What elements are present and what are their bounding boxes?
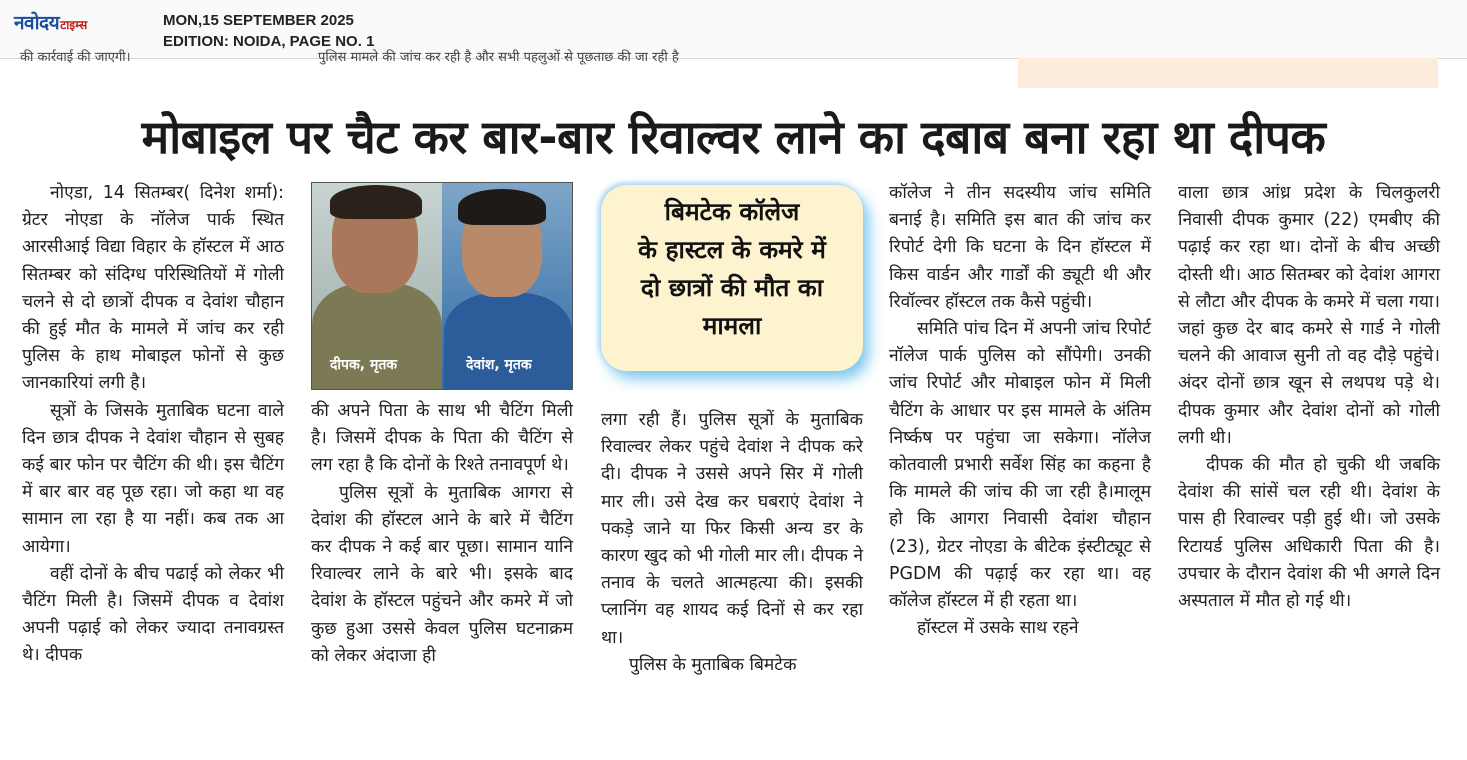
previous-article-strip-mid [318, 50, 798, 67]
previous-article-text-mid: पुलिस मामले की जांच कर रही है और सभी पहलुओं से पूछताछ की जा रही है [318, 50, 679, 65]
callout-line: दो छात्रों की मौत का [640, 273, 824, 302]
edition-page: EDITION: NOIDA, PAGE NO. 1 [163, 33, 375, 50]
article-headline: मोबाइल पर चैट कर बार-बार रिवाल्वर लाने का दबाब बना रहा था दीपक [141, 110, 1326, 164]
photo-caption-right: देवांश, मृतक [466, 357, 532, 373]
paragraph: हॉस्टल में उसके साथ रहने [917, 618, 1079, 639]
paragraph: सूत्रों के जिसके मुताबिक घटना वाले दिन छात्र दीपक ने देवांश चौहान से सुबह कई बार फोन पर चैटिंग की थी। इस चैटिंग में बार बार वह पूछ रहा। जो कहा था वह सामान ला रहा है या नहीं। कब तक आ आयेगा। [22, 400, 284, 557]
callout-line: मामला [702, 311, 762, 340]
logo-main-text: नवोदय [14, 12, 60, 34]
paragraph: पुलिस के मुताबिक बिमटेक [629, 654, 797, 675]
logo-sub-text: टाइम्स [60, 18, 88, 32]
callout-line: बिमटेक कॉलेज [664, 197, 800, 226]
photo-caption-left: दीपक, मृतक [330, 357, 398, 373]
photo-right-hair [458, 189, 546, 225]
article-column-1 [22, 180, 284, 670]
paragraph: लगा रही हैं। पुलिस सूत्रों के मुताबिक रिवाल्वर लेकर पहुंचे देवांश ने दीपक करे दी। दीपक ने उससे अपने सिर में गोली मार ली। उसे देख कर घबराएं देवांश ने पकड़े जाने या फिर किसी अन्य डर के कारण खुद को भी गोली मार ली। दीपक ने तनाव के चलते आत्महत्या की। इसकी प्लानिंग वह शायद कई दिनों से कर रहा था। [601, 410, 863, 648]
article-column-3 [601, 407, 863, 679]
paragraph: पुलिस सूत्रों के मुताबिक आगरा से देवांश की हॉस्टल आने के बारे में चैटिंग कर दीपक ने कई बार पूछा। सामान यानि रिवाल्वर लाने के बारे भी। इसके बाद देवांश के हॉस्टल पहुंचने और कमरे में जो कुछ हुआ उससे केवल पुलिस घटनाक्रम को लेकर अंदाजा ही [311, 482, 573, 666]
issue-date: MON,15 SEPTEMBER 2025 [163, 12, 354, 29]
advertisement-box-edge [1018, 58, 1438, 88]
previous-article-text-left: की कार्रवाई की जाएगी। [20, 50, 131, 65]
article-column-5 [1178, 180, 1440, 615]
edition-info [163, 10, 374, 52]
paragraph: कॉलेज ने तीन सदस्यीय जांच समिति बनाई है। समिति इस बात की जांच कर रिपोर्ट देगी कि घटना के दिन हॉस्टल में किस वार्डन और गार्डों की ड्यूटी थी और रिवॉल्वर हॉस्टल तक कैसे पहुंची। [889, 183, 1151, 312]
paragraph: नोएडा, 14 सितम्बर( दिनेश शर्मा): ग्रेटर नोएडा के नॉलेज पार्क स्थित आरसीआई विद्या विहार के हॉस्टल में आठ सितम्बर को संदिग्ध परिस्थितियों में गोली चलने से दो छात्रों दीपक व देवांश चौहान की हुई मौत के मामले में जांच कर रही पुलिस के हाथ मोबाइल फोनों से कुछ जानकारियां लगी है। [22, 183, 284, 394]
victims-photo[interactable] [311, 182, 573, 390]
newspaper-logo[interactable] [14, 9, 87, 35]
paragraph: की अपने पिता के साथ भी चैटिंग मिली है। जिसमें दीपक के पिता की चैटिंग से लग रहा है कि दोनों के रिश्ते तनावपूर्ण थे। [311, 401, 573, 476]
highlight-callout-box [601, 185, 863, 371]
callout-line: के हास्टल के कमरे में [638, 235, 826, 264]
paragraph: वहीं दोनों के बीच पढाई को लेकर भी चैटिंग मिली है। जिसमें दीपक व देवांश अपनी पढ़ाई को लेकर ज्यादा तनावग्रस्त थे। दीपक [22, 563, 284, 666]
paragraph: वाला छात्र आंध्र प्रदेश के चिलकुलरी निवासी दीपक कुमार (22) एमबीए की पढ़ाई कर रहा था। दोनों के बीच अच्छी दोस्ती थी। आठ सितम्बर को देवांश आगरा से लौटा और दीपक के कमरे में चला गया। जहां कुछ देर बाद कमरे से गार्ड ने गोली चलने की आवाज सुनी तो वह दौड़े पहुंचे। अंदर दोनों छात्र खून से लथपथ पड़े थे। दीपक कुमार और देवांश दोनों को गोली लगी थी। [1178, 183, 1440, 448]
photo-right-figure [444, 293, 572, 389]
photo-left-hair [330, 185, 422, 219]
paragraph: समिति पांच दिन में अपनी जांच रिपोर्ट नॉलेज पार्क पुलिस को सौंपेगी। उनकी जांच रिपोर्ट और मोबाइल फोन में मिली चैटिंग के आधार पर इस मामले के अंतिम निर्ष्कष पर पहुंचा जा सकेगा। नॉलेज कोतवाली प्रभारी सर्वेश सिंह का कहना है कि मामले की जांच की जा रही है।मालूम हो कि आगरा निवासी देवांश चौहान (23), ग्रेटर नोएडा के बीटेक इंस्टीट्यूट से PGDM की पढ़ाई कर रहा था। वह कॉलेज हॉस्टल में ही रहता था। [889, 319, 1151, 612]
previous-article-strip-left [20, 50, 280, 67]
top-bar [0, 0, 1467, 59]
paragraph: दीपक की मौत हो चुकी थी जबकि देवांश की सांसें चल रही थी। देवांश के पास ही रिवाल्वर पड़ी हुई थी। जो उसके रिटायर्ड पुलिस अधिकारी पिता की है। उपचार के दौरान देवांश की भी अगले दिन अस्पताल में मौत हो गई थी। [1178, 455, 1440, 612]
article-column-2 [311, 398, 573, 670]
callout-text [601, 193, 863, 345]
article-column-4 [889, 180, 1151, 642]
